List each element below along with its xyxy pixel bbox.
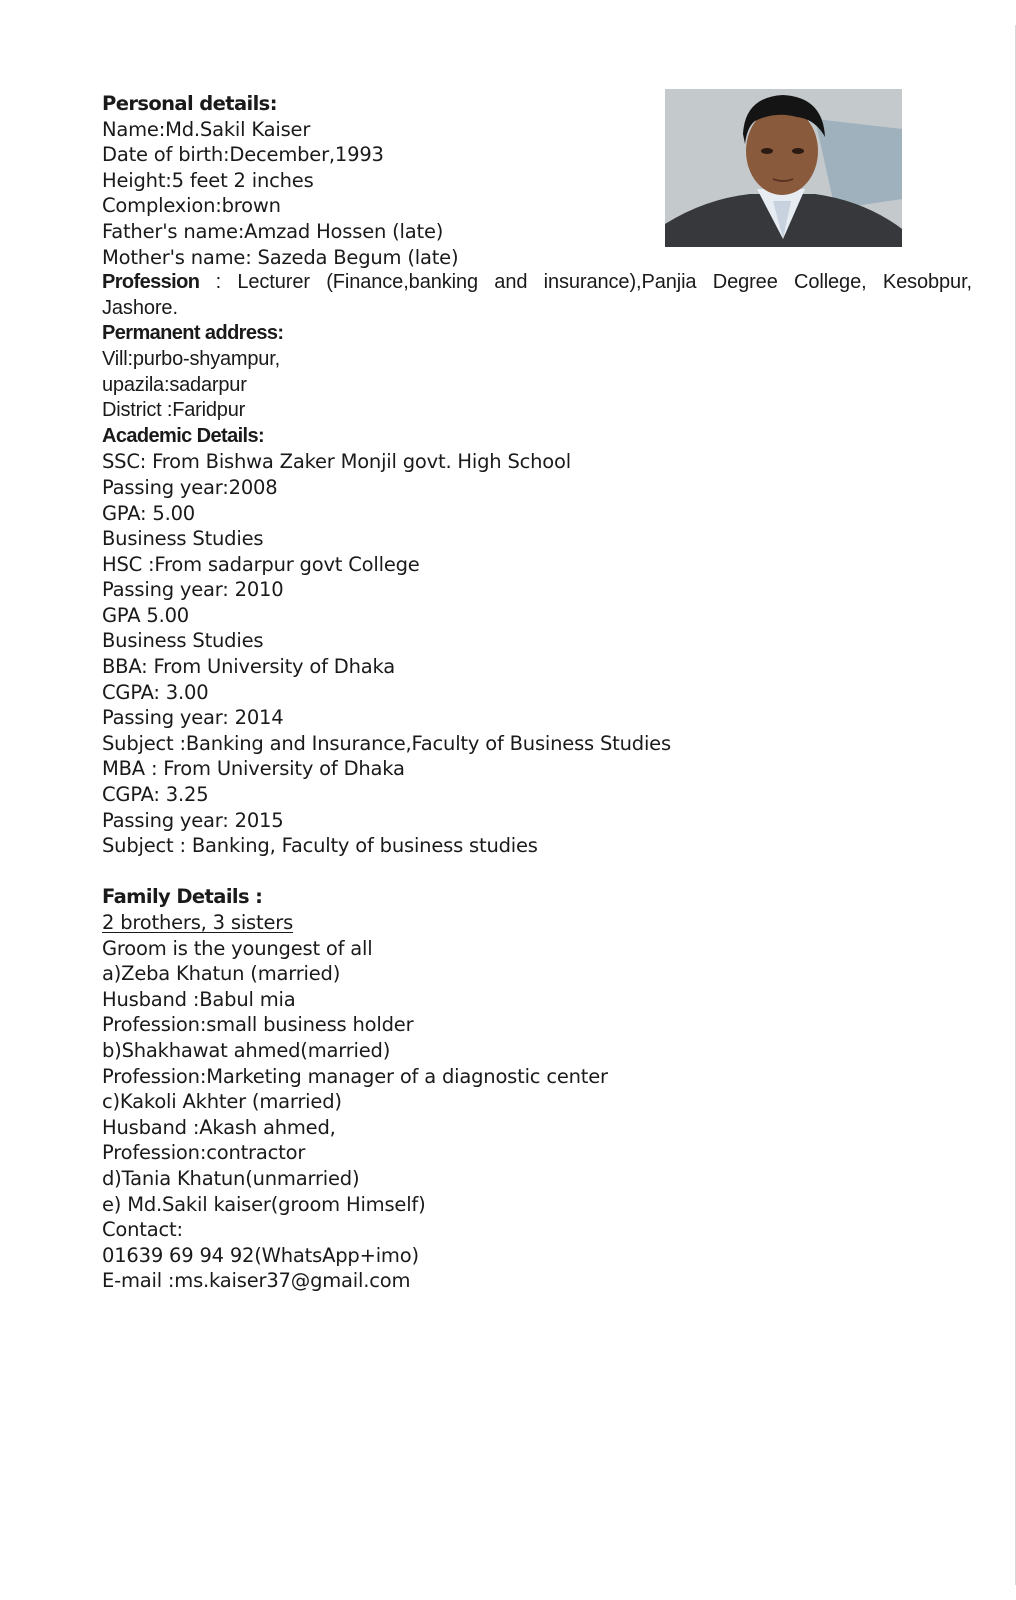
academic-line: Subject :Banking and Insurance,Faculty of Business Studies: [102, 731, 671, 755]
contact-heading: Contact:: [102, 1218, 183, 1242]
address-district: District :Faridpur: [102, 399, 246, 422]
personal-profession: [102, 270, 972, 321]
address-upazila: upazila:sadarpur: [102, 373, 247, 396]
academic-line: Business Studies: [102, 527, 264, 551]
section-spacer: [102, 859, 972, 885]
academic-line: CGPA: 3.00: [102, 680, 209, 704]
personal-details-heading: Personal details:: [102, 92, 277, 115]
family-line: Husband :Akash ahmed,: [102, 1115, 336, 1139]
personal-mother-name: Mother's name: Sazeda Begum (late): [102, 245, 459, 269]
academic-line: Passing year:2008: [102, 475, 278, 499]
academic-line: BBA: From University of Dhaka: [102, 655, 396, 679]
academic-details-heading: Academic Details:: [102, 424, 265, 447]
profession-value: : Lecturer (Finance,banking and insurance),Panjia Degree College, Kesobpur, Jashore.: [102, 271, 972, 319]
contact-section: [102, 1217, 972, 1294]
biodata-document: [102, 91, 972, 1294]
academic-line: SSC: From Bishwa Zaker Monjil govt. High School: [102, 450, 571, 474]
personal-name: Name:Md.Sakil Kaiser: [102, 117, 311, 141]
academic-line: GPA 5.00: [102, 603, 189, 627]
family-line: Profession:contractor: [102, 1141, 306, 1165]
personal-date-of-birth: Date of birth:December,1993: [102, 143, 384, 167]
contact-phone: 01639 69 94 92(WhatsApp+imo): [102, 1243, 419, 1267]
family-line: b)Shakhawat ahmed(married): [102, 1038, 391, 1062]
academic-line: Business Studies: [102, 629, 264, 653]
academic-line: Subject : Banking, Faculty of business studies: [102, 834, 538, 858]
profession-label: Profession: [102, 271, 200, 294]
family-line: a)Zeba Khatun (married): [102, 962, 341, 986]
family-line: Profession:small business holder: [102, 1013, 414, 1037]
personal-height: Height:5 feet 2 inches: [102, 168, 314, 192]
permanent-address-heading: Permanent address:: [102, 322, 284, 345]
personal-father-name: Father's name:Amzad Hossen (late): [102, 219, 444, 243]
family-line: Groom is the youngest of all: [102, 936, 373, 960]
family-details-heading: Family Details :: [102, 885, 263, 909]
personal-complexion: Complexion:brown: [102, 194, 281, 218]
academic-line: HSC :From sadarpur govt College: [102, 552, 420, 576]
family-line: Husband :Babul mia: [102, 987, 296, 1011]
academic-line: GPA: 5.00: [102, 501, 196, 525]
family-line: c)Kakoli Akhter (married): [102, 1090, 342, 1114]
family-line: d)Tania Khatun(unmarried): [102, 1166, 360, 1190]
academic-line: Passing year: 2014: [102, 706, 284, 730]
academic-line: MBA : From University of Dhaka: [102, 757, 405, 781]
siblings-summary: 2 brothers, 3 sisters: [102, 911, 294, 934]
family-line: e) Md.Sakil kaiser(groom Himself): [102, 1192, 426, 1216]
permanent-address-section: [102, 321, 972, 423]
personal-details-section: [102, 91, 972, 321]
contact-email: E-mail :ms.kaiser37@gmail.com: [102, 1269, 411, 1293]
family-details-section: [102, 884, 972, 1217]
academic-details-section: [102, 424, 972, 859]
academic-line: Passing year: 2015: [102, 808, 284, 832]
address-village: Vill:purbo-shyampur,: [102, 347, 280, 370]
family-line: Profession:Marketing manager of a diagnostic center: [102, 1064, 608, 1088]
academic-line: CGPA: 3.25: [102, 783, 209, 807]
academic-line: Passing year: 2010: [102, 578, 284, 602]
